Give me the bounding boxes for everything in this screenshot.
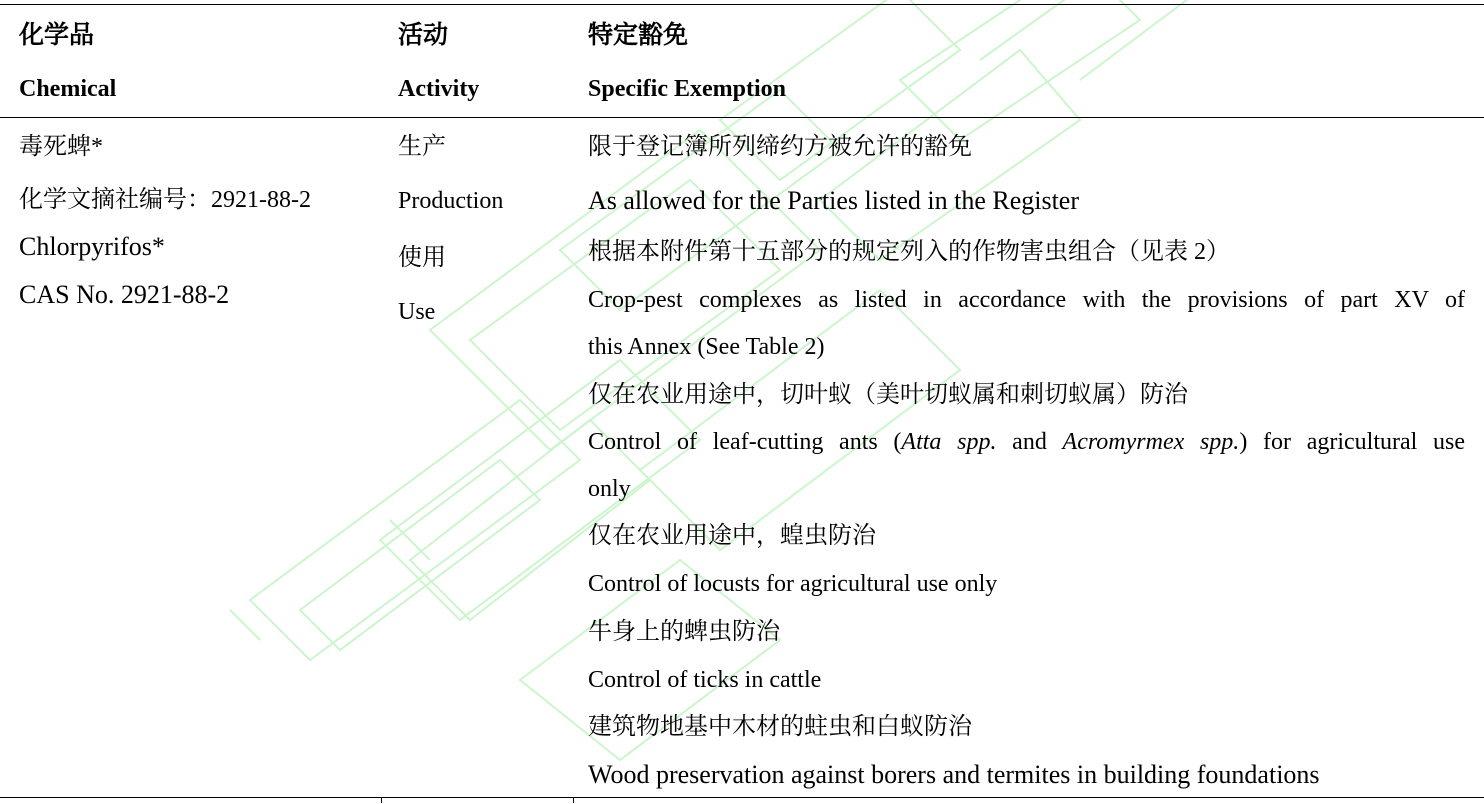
header-activity-cn: 活动 (398, 22, 449, 49)
exemption-wood-en: Wood preservation against borers and termites in building foundations (588, 760, 1320, 789)
exemption-locusts-cn: 仅在农业用途中，蝗虫防治 (588, 523, 876, 549)
header-chemical-en: Chemical (19, 76, 117, 102)
table-header-rule (0, 117, 1484, 118)
header-chemical-cn: 化学品 (19, 22, 95, 49)
exemption-register-cn: 限于登记簿所列缔约方被允许的豁免 (588, 134, 972, 160)
activity-use-cn: 使用 (398, 245, 446, 271)
ants-genus-acromyrmex: Acromyrmex spp. (1062, 429, 1240, 455)
ants-text-part2: and (996, 429, 1063, 455)
header-exemption-cn: 特定豁免 (588, 22, 689, 49)
exemption-ants-en-line2: only (588, 476, 631, 502)
exemption-locusts-en: Control of locusts for agricultural use only (588, 571, 998, 597)
table-bottom-rule (0, 797, 1484, 798)
ants-text-part1: Control of leaf-cutting ants ( (588, 429, 902, 455)
ants-genus-atta: Atta spp. (901, 429, 997, 455)
activity-production-en: Production (398, 188, 504, 214)
exemption-wood-cn: 建筑物地基中木材的蛀虫和白蚁防治 (588, 714, 972, 740)
exemption-ants-cn: 仅在农业用途中，切叶蚁（美叶切蚁属和刺切蚁属）防治 (588, 382, 1188, 408)
exemption-ticks-cn: 牛身上的蜱虫防治 (588, 619, 780, 645)
exemption-register-en: As allowed for the Parties listed in the Register (588, 186, 1080, 215)
exemption-crop-en-line2: this Annex (See Table 2) (588, 334, 825, 360)
exemption-crop-cn: 根据本附件第十五部分的规定列入的作物害虫组合（见表 2） (588, 239, 1230, 265)
table-top-rule (0, 4, 1484, 5)
activity-production-cn: 生产 (398, 134, 446, 160)
exemption-ticks-en: Control of ticks in cattle (588, 667, 822, 693)
header-exemption-en: Specific Exemption (588, 76, 786, 102)
header-activity-en: Activity (398, 76, 480, 102)
chemical-cas-cn: 化学文摘社编号：2921-88-2 (19, 187, 311, 213)
chemical-cas-en: CAS No. 2921-88-2 (19, 280, 230, 309)
activity-use-en: Use (398, 299, 436, 325)
chemical-name-cn: 毒死蜱* (19, 134, 103, 160)
chemical-name-en: Chlorpyrifos* (19, 232, 165, 261)
exemption-ants-en-line1 (588, 430, 1465, 454)
exemption-crop-en-line1: Crop-pest complexes as listed in accordance with the provisions of part XV of (588, 287, 1465, 313)
column-tick (381, 797, 382, 803)
column-tick (573, 797, 574, 803)
ants-text-part3: ) for agricultural use (1239, 429, 1466, 455)
